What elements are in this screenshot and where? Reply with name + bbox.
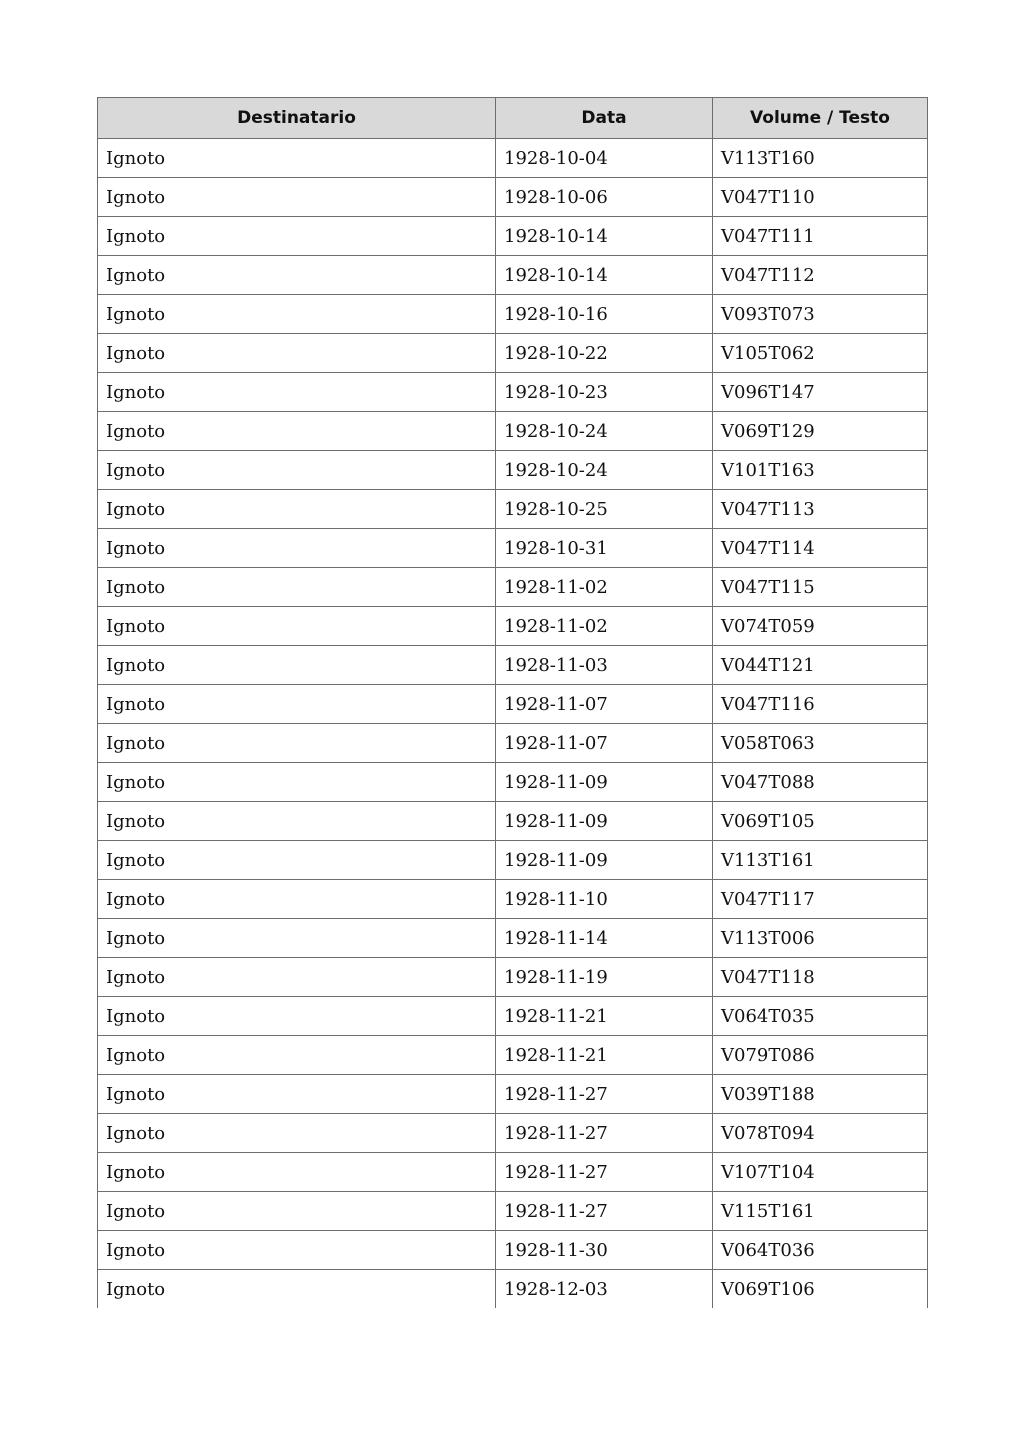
- cell-destinatario: Ignoto: [98, 1192, 496, 1231]
- table-row: [98, 256, 928, 295]
- cell-destinatario: Ignoto: [98, 451, 496, 490]
- cell-data: 1928-11-21: [496, 997, 713, 1036]
- cell-volume-testo: V044T121: [713, 646, 928, 685]
- table-row: [98, 1270, 928, 1309]
- cell-data: 1928-11-09: [496, 841, 713, 880]
- cell-data: 1928-10-24: [496, 451, 713, 490]
- cell-destinatario: Ignoto: [98, 763, 496, 802]
- header-destinatario: Destinatario: [98, 98, 496, 139]
- cell-volume-testo: V047T117: [713, 880, 928, 919]
- cell-data: 1928-12-03: [496, 1270, 713, 1309]
- cell-volume-testo: V079T086: [713, 1036, 928, 1075]
- cell-data: 1928-10-31: [496, 529, 713, 568]
- cell-destinatario: Ignoto: [98, 1153, 496, 1192]
- table-row: [98, 490, 928, 529]
- cell-volume-testo: V064T035: [713, 997, 928, 1036]
- table-row: [98, 412, 928, 451]
- table-row: [98, 178, 928, 217]
- table-row: [98, 217, 928, 256]
- cell-destinatario: Ignoto: [98, 1231, 496, 1270]
- table-row: [98, 880, 928, 919]
- table-row: [98, 685, 928, 724]
- cell-volume-testo: V047T113: [713, 490, 928, 529]
- cell-destinatario: Ignoto: [98, 373, 496, 412]
- cell-destinatario: Ignoto: [98, 334, 496, 373]
- table-row: [98, 841, 928, 880]
- table-row: [98, 802, 928, 841]
- table-row: [98, 451, 928, 490]
- cell-data: 1928-10-25: [496, 490, 713, 529]
- cell-data: 1928-10-23: [496, 373, 713, 412]
- cell-destinatario: Ignoto: [98, 139, 496, 178]
- table-row: [98, 568, 928, 607]
- table-row: [98, 724, 928, 763]
- cell-destinatario: Ignoto: [98, 958, 496, 997]
- cell-volume-testo: V064T036: [713, 1231, 928, 1270]
- header-data: Data: [496, 98, 713, 139]
- cell-volume-testo: V069T106: [713, 1270, 928, 1309]
- cell-destinatario: Ignoto: [98, 490, 496, 529]
- cell-destinatario: Ignoto: [98, 919, 496, 958]
- cell-data: 1928-11-03: [496, 646, 713, 685]
- cell-destinatario: Ignoto: [98, 1075, 496, 1114]
- cell-volume-testo: V058T063: [713, 724, 928, 763]
- cell-destinatario: Ignoto: [98, 724, 496, 763]
- cell-destinatario: Ignoto: [98, 802, 496, 841]
- table-row: [98, 763, 928, 802]
- cell-volume-testo: V115T161: [713, 1192, 928, 1231]
- cell-destinatario: Ignoto: [98, 568, 496, 607]
- cell-data: 1928-11-27: [496, 1153, 713, 1192]
- cell-data: 1928-11-14: [496, 919, 713, 958]
- cell-destinatario: Ignoto: [98, 529, 496, 568]
- cell-destinatario: Ignoto: [98, 646, 496, 685]
- table-body: [98, 139, 928, 1309]
- cell-destinatario: Ignoto: [98, 880, 496, 919]
- cell-data: 1928-10-06: [496, 178, 713, 217]
- cell-volume-testo: V093T073: [713, 295, 928, 334]
- cell-destinatario: Ignoto: [98, 256, 496, 295]
- table-row: [98, 1114, 928, 1153]
- cell-destinatario: Ignoto: [98, 997, 496, 1036]
- cell-destinatario: Ignoto: [98, 685, 496, 724]
- cell-destinatario: Ignoto: [98, 217, 496, 256]
- cell-data: 1928-10-04: [496, 139, 713, 178]
- table-row: [98, 1036, 928, 1075]
- cell-data: 1928-11-30: [496, 1231, 713, 1270]
- table-row: [98, 139, 928, 178]
- table-row: [98, 295, 928, 334]
- cell-data: 1928-10-14: [496, 217, 713, 256]
- cell-data: 1928-11-27: [496, 1075, 713, 1114]
- cell-destinatario: Ignoto: [98, 607, 496, 646]
- cell-volume-testo: V047T112: [713, 256, 928, 295]
- cell-volume-testo: V047T111: [713, 217, 928, 256]
- cell-data: 1928-11-07: [496, 724, 713, 763]
- cell-volume-testo: V047T116: [713, 685, 928, 724]
- cell-destinatario: Ignoto: [98, 412, 496, 451]
- cell-data: 1928-11-10: [496, 880, 713, 919]
- cell-destinatario: Ignoto: [98, 1114, 496, 1153]
- cell-volume-testo: V113T161: [713, 841, 928, 880]
- table-row: [98, 373, 928, 412]
- cell-destinatario: Ignoto: [98, 1270, 496, 1309]
- cell-data: 1928-11-21: [496, 1036, 713, 1075]
- cell-volume-testo: V047T088: [713, 763, 928, 802]
- table-row: [98, 646, 928, 685]
- cell-data: 1928-10-24: [496, 412, 713, 451]
- cell-volume-testo: V039T188: [713, 1075, 928, 1114]
- cell-volume-testo: V078T094: [713, 1114, 928, 1153]
- table-row: [98, 1153, 928, 1192]
- cell-data: 1928-10-16: [496, 295, 713, 334]
- table-header-row: [98, 98, 928, 139]
- table-row: [98, 997, 928, 1036]
- table-row: [98, 1231, 928, 1270]
- cell-volume-testo: V113T160: [713, 139, 928, 178]
- cell-data: 1928-11-09: [496, 802, 713, 841]
- cell-volume-testo: V069T105: [713, 802, 928, 841]
- cell-data: 1928-11-02: [496, 607, 713, 646]
- table-row: [98, 334, 928, 373]
- cell-destinatario: Ignoto: [98, 841, 496, 880]
- table-row: [98, 1192, 928, 1231]
- cell-data: 1928-11-02: [496, 568, 713, 607]
- header-volume-testo: Volume / Testo: [713, 98, 928, 139]
- cell-data: 1928-11-19: [496, 958, 713, 997]
- cell-data: 1928-11-09: [496, 763, 713, 802]
- cell-volume-testo: V047T114: [713, 529, 928, 568]
- cell-data: 1928-10-22: [496, 334, 713, 373]
- cell-volume-testo: V074T059: [713, 607, 928, 646]
- cell-volume-testo: V069T129: [713, 412, 928, 451]
- cell-data: 1928-11-27: [496, 1114, 713, 1153]
- cell-destinatario: Ignoto: [98, 1036, 496, 1075]
- cell-volume-testo: V047T118: [713, 958, 928, 997]
- cell-data: 1928-10-14: [496, 256, 713, 295]
- cell-data: 1928-11-07: [496, 685, 713, 724]
- cell-volume-testo: V101T163: [713, 451, 928, 490]
- cell-volume-testo: V047T115: [713, 568, 928, 607]
- cell-volume-testo: V105T062: [713, 334, 928, 373]
- table-row: [98, 1075, 928, 1114]
- cell-data: 1928-11-27: [496, 1192, 713, 1231]
- table-row: [98, 919, 928, 958]
- table-row: [98, 529, 928, 568]
- letters-table: [97, 97, 928, 1308]
- cell-destinatario: Ignoto: [98, 178, 496, 217]
- cell-volume-testo: V113T006: [713, 919, 928, 958]
- table-row: [98, 958, 928, 997]
- cell-destinatario: Ignoto: [98, 295, 496, 334]
- cell-volume-testo: V096T147: [713, 373, 928, 412]
- cell-volume-testo: V047T110: [713, 178, 928, 217]
- cell-volume-testo: V107T104: [713, 1153, 928, 1192]
- table-row: [98, 607, 928, 646]
